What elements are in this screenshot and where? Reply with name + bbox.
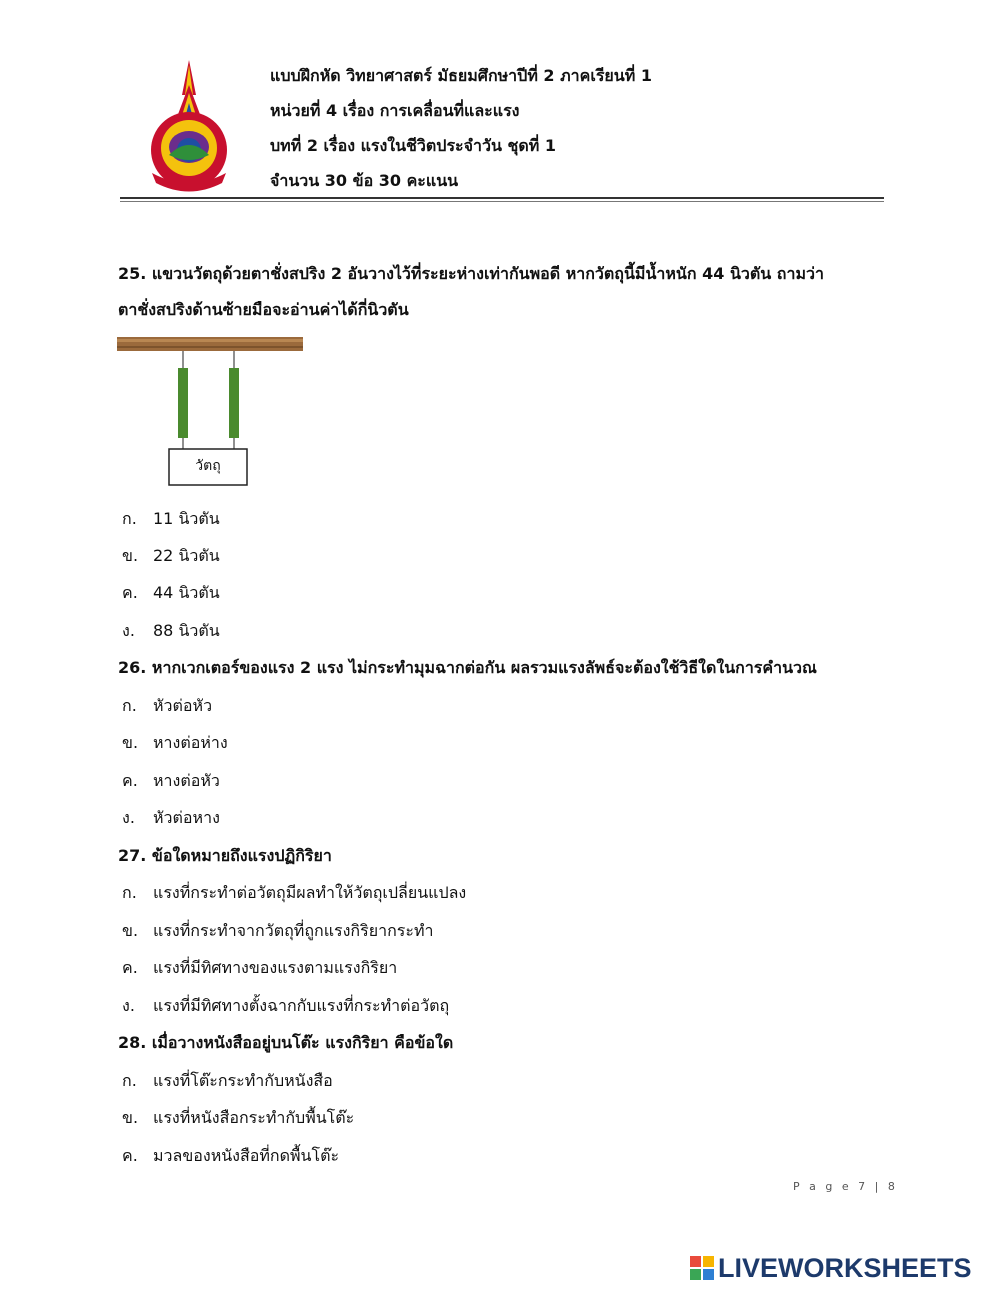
- question-27-text: 27. ข้อใดหมายถึงแรงปฏิกิริยา: [118, 846, 332, 865]
- liveworksheets-logo-icon: [690, 1256, 714, 1280]
- option-letter: ง.: [122, 808, 135, 827]
- header-line-chapter: บทที่ 2 เรื่อง แรงในชีวิตประจำวัน ชุดที่ 1: [270, 136, 556, 155]
- option-letter: ง.: [122, 621, 135, 640]
- q26-option-c: [122, 769, 220, 794]
- question-25-text-line-1: 25. แขวนวัตถุด้วยตาชั่งสปริง 2 อันวางไว้ที่ระยะห่างเท่ากันพอดี หากวัตถุนี้มีน้ำหนัก 44 นิวตัน ถามว่า: [118, 264, 824, 283]
- header-line-unit: หน่วยที่ 4 เรื่อง การเคลื่อนที่และแรง: [270, 101, 520, 120]
- school-logo-icon: [132, 55, 247, 195]
- q26-option-b: [122, 731, 228, 756]
- page-label: P a g e: [793, 1180, 852, 1193]
- option-text: หางต่อหัว: [153, 771, 220, 790]
- option-letter: ง.: [122, 996, 135, 1015]
- q25-option-c: [122, 581, 220, 606]
- option-letter: ข.: [122, 921, 139, 940]
- option-text: แรงที่โต๊ะกระทำกับหนังสือ: [153, 1071, 333, 1090]
- q27-option-d: [122, 994, 449, 1019]
- option-letter: ก.: [122, 883, 137, 902]
- option-text: มวลของหนังสือที่กดพื้นโต๊ะ: [153, 1146, 340, 1165]
- option-text: 44 นิวตัน: [153, 583, 220, 602]
- option-text: หัวต่อหาง: [153, 808, 220, 827]
- object-box-label: วัตถุ: [195, 458, 221, 474]
- liveworksheets-brand[interactable]: [690, 1252, 972, 1284]
- option-text: แรงที่มีทิศทางตั้งฉากกับแรงที่กระทำต่อวัตถุ: [153, 996, 450, 1015]
- question-25-text-line-2: ตาชั่งสปริงด้านซ้ายมือจะอ่านค่าได้กี่นิวตัน: [118, 300, 409, 319]
- option-text: หางต่อห่าง: [153, 733, 228, 752]
- q27-option-b: [122, 919, 433, 944]
- option-text: หัวต่อหัว: [153, 696, 213, 715]
- option-letter: ก.: [122, 509, 137, 528]
- q26-option-a: [122, 694, 212, 719]
- option-letter: ข.: [122, 733, 139, 752]
- option-text: 22 นิวตัน: [153, 546, 220, 565]
- brand-name: LIVEWORKSHEETS: [718, 1252, 972, 1283]
- right-spring-scale: [229, 368, 239, 438]
- question-28-text: 28. เมื่อวางหนังสืออยู่บนโต๊ะ แรงกิริยา คือข้อใด: [118, 1033, 454, 1052]
- option-text: แรงที่กระทำจากวัตถุที่ถูกแรงกิริยากระทำ: [153, 921, 434, 940]
- document-header: [0, 0, 1000, 210]
- header-divider: [120, 197, 884, 199]
- option-letter: ข.: [122, 1108, 139, 1127]
- option-text: 88 นิวตัน: [153, 621, 220, 640]
- q25-option-a: [122, 507, 220, 532]
- header-line-count: จำนวน 30 ข้อ 30 คะแนน: [270, 171, 459, 190]
- option-letter: ก.: [122, 696, 137, 715]
- q26-option-d: [122, 806, 220, 831]
- page-number: [793, 1180, 898, 1193]
- option-letter: ค.: [122, 1146, 138, 1165]
- q25-option-b: [122, 544, 220, 569]
- option-text: แรงที่กระทำต่อวัตถุมีผลทำให้วัตถุเปลี่ยนแปลง: [153, 883, 467, 902]
- option-text: แรงที่หนังสือกระทำกับพื้นโต๊ะ: [153, 1108, 355, 1127]
- header-divider-thin: [120, 201, 884, 202]
- option-letter: ข.: [122, 546, 139, 565]
- option-letter: ค.: [122, 771, 138, 790]
- left-spring-scale: [178, 368, 188, 438]
- q28-option-a: [122, 1069, 333, 1094]
- q28-option-c: [122, 1144, 339, 1169]
- q25-option-d: [122, 619, 220, 644]
- question-26-text: 26. หากเวกเตอร์ของแรง 2 แรง ไม่กระทำมุมฉากต่อกัน ผลรวมแรงลัพธ์จะต้องใช้วิธีใดในการคำนวณ: [118, 658, 817, 677]
- option-text: 11 นิวตัน: [153, 509, 220, 528]
- header-line-title: แบบฝึกหัด วิทยาศาสตร์ มัธยมศึกษาปีที่ 2 ภาคเรียนที่ 1: [270, 66, 652, 85]
- q27-option-c: [122, 956, 397, 981]
- option-text: แรงที่มีทิศทางของแรงตามแรงกิริยา: [153, 958, 398, 977]
- header-text-block: [270, 58, 652, 198]
- q27-option-a: [122, 881, 466, 906]
- option-letter: ก.: [122, 1071, 137, 1090]
- page-count: 7 | 8: [858, 1180, 898, 1193]
- option-letter: ค.: [122, 958, 138, 977]
- option-letter: ค.: [122, 583, 138, 602]
- q28-option-b: [122, 1106, 354, 1131]
